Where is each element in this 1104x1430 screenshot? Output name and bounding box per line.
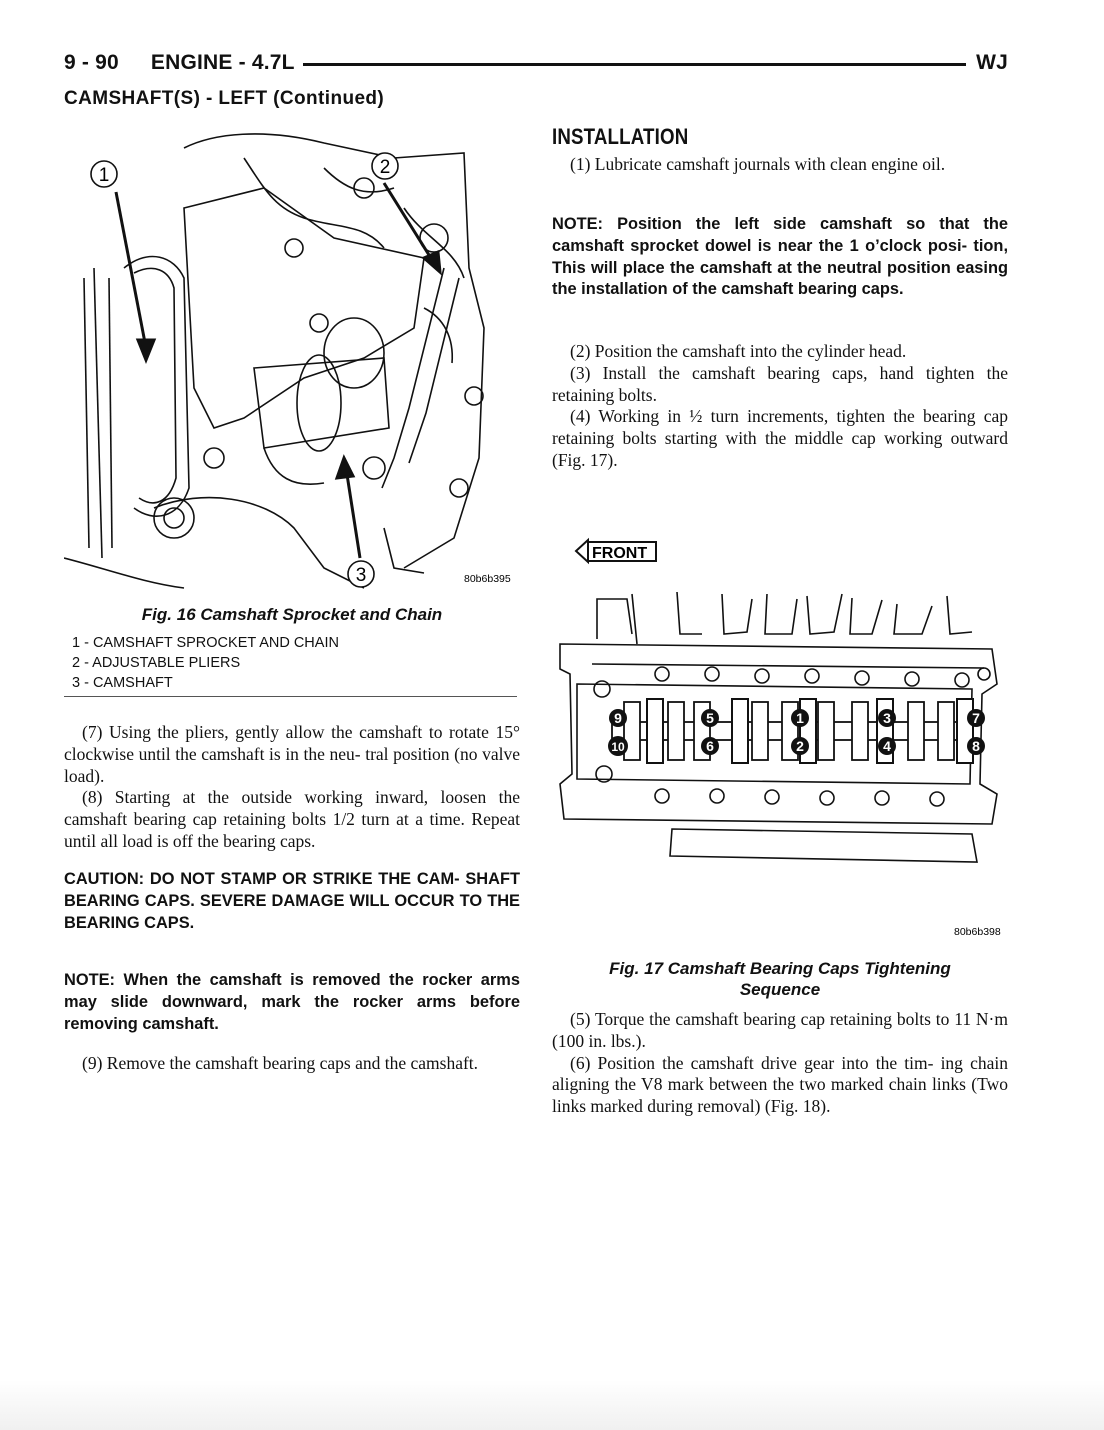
step-4: (4) Working in ½ turn increments, tighten the bearing cap retaining bolts starting with the middle cap working outward (Fig. 17). — [552, 406, 1008, 470]
fig16-callout-2: 2 — [379, 157, 391, 178]
section-title: ENGINE - 4.7L — [150, 51, 295, 74]
legend-item: 1 - CAMSHAFT SPROCKET AND CHAIN — [72, 635, 339, 651]
seq-num-top: 1 — [796, 710, 804, 726]
legend-item: 3 - CAMSHAFT — [72, 675, 173, 691]
step-1: (1) Lubricate camshaft journals with clean engine oil. — [570, 154, 946, 174]
installation-note: NOTE: Position the left side camshaft so that the camshaft sprocket dowel is near the 1 o’clock posi- tion, This will place the camshaft at the neutral position easing the installation of the camshaft bearing caps. — [552, 215, 1008, 299]
step-5: (5) Torque the camshaft bearing cap retaining bolts to 11 N·m (100 in. lbs.). — [552, 1009, 1008, 1051]
installation-title: INSTALLATION — [552, 124, 689, 149]
left-column — [64, 722, 520, 853]
right-column-steps — [552, 341, 1008, 472]
seq-num-top: 3 — [883, 710, 891, 726]
step-7: (7) Using the pliers, gently allow the camshaft to rotate 15° clockwise until the camshaft is in the neu- tral position (no valve load). — [64, 722, 520, 786]
seq-num-bottom: 2 — [796, 738, 804, 754]
right-column-top — [552, 154, 1008, 176]
caution-note: CAUTION: DO NOT STAMP OR STRIKE THE CAM- SHAFT BEARING CAPS. SEVERE DAMAGE WILL OCCUR TO THE BEARING CAPS. — [64, 870, 520, 932]
page-header — [64, 50, 1008, 76]
right-column-bottom — [552, 1009, 1008, 1118]
page-bottom-shadow — [0, 1380, 1104, 1430]
fig16-callout-1: 1 — [98, 165, 110, 186]
seq-num-top: 7 — [972, 710, 980, 726]
fig16-callout-3: 3 — [355, 565, 367, 586]
model-code: WJ — [976, 51, 1008, 74]
legend-item: 2 - ADJUSTABLE PLIERS — [72, 655, 241, 671]
front-label: FRONT — [592, 545, 648, 562]
left-column-bottom — [64, 1053, 520, 1075]
seq-num-bottom: 10 — [611, 740, 625, 754]
seq-num-bottom: 6 — [706, 738, 714, 754]
fig16-illustration — [64, 128, 520, 593]
fig17-caption — [552, 958, 1008, 1000]
rocker-arm-note: NOTE: When the camshaft is removed the rocker arms may slide downward, mark the rocker arms before removing camshaft. — [64, 971, 520, 1033]
step-2: (2) Position the camshaft into the cylinder head. — [570, 341, 907, 361]
fig17-caption-line1: Fig. 17 Camshaft Bearing Caps Tightening — [609, 959, 951, 978]
step-6: (6) Position the camshaft drive gear into the tim- ing chain aligning the V8 mark between the two marked chain links (Two links marked during removal) (Fig. 18). — [552, 1052, 1008, 1117]
front-arrow-icon — [576, 540, 656, 562]
page-subtitle: CAMSHAFT(S) - LEFT (Continued) — [64, 88, 385, 109]
fig17-caption-line2: Sequence — [739, 980, 821, 999]
step-9: (9) Remove the camshaft bearing caps and the camshaft. — [82, 1053, 479, 1073]
seq-num-top: 9 — [614, 710, 622, 726]
step-8: (8) Starting at the outside working inward, loosen the camshaft bearing cap retaining bolts 1/2 turn at a time. Repeat until all load is off the bearing caps. — [64, 787, 520, 851]
step-3: (3) Install the camshaft bearing caps, hand tighten the retaining bolts. — [552, 362, 1008, 405]
fig16-legend — [72, 633, 512, 693]
seq-num-top: 5 — [706, 710, 714, 726]
fig17-illustration — [552, 534, 1008, 944]
page-number: 9 - 90 — [64, 51, 119, 74]
legend-divider — [64, 696, 517, 697]
fig17-code: 80b6b398 — [954, 926, 1001, 938]
seq-num-bottom: 4 — [883, 738, 891, 754]
fig16-code: 80b6b395 — [464, 573, 511, 585]
seq-num-bottom: 8 — [972, 738, 980, 754]
header-rule — [303, 63, 966, 66]
fig16-caption: Fig. 16 Camshaft Sprocket and Chain — [141, 605, 443, 624]
